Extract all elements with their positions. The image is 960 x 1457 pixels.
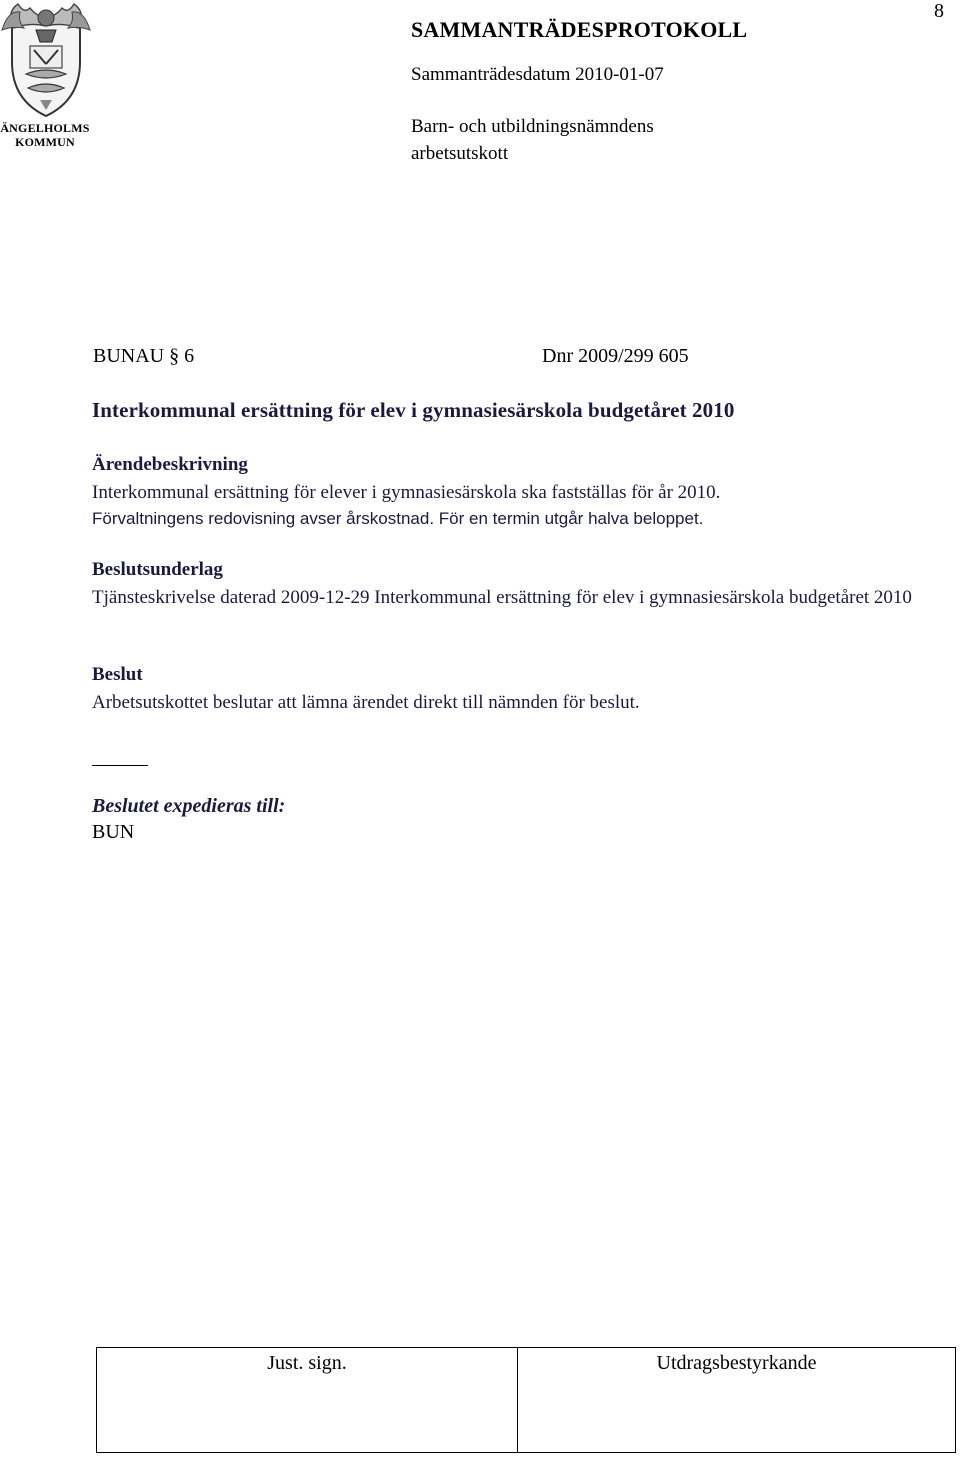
case-title: Interkommunal ersättning för elev i gymnasiesärskola budgetåret 2010	[92, 398, 735, 422]
signature-cell-just-sign	[97, 1348, 518, 1452]
committee-name-line2: arbetsutskott	[411, 143, 509, 164]
logo-text-line2: KOMMUN	[15, 135, 75, 149]
beslut-text: Arbetsutskottet beslutar att lämna ärendet direkt till nämnden för beslut.	[92, 692, 640, 713]
case-number: BUNAU § 6	[93, 345, 195, 367]
section-heading-beslutsunderlag: Beslutsunderlag	[92, 559, 223, 580]
meeting-date: Sammanträdesdatum 2010-01-07	[411, 64, 664, 85]
signature-label-utdragsbestyrkande: Utdragsbestyrkande	[656, 1352, 817, 1374]
page-number: 8	[934, 0, 944, 22]
coat-of-arms-icon	[0, 0, 92, 122]
expedition-recipient: BUN	[92, 821, 135, 843]
arendebeskrivning-line2: Förvaltningens redovisning avser årskostnad. För en termin utgår halva beloppet.	[92, 509, 704, 528]
committee-name-line1: Barn- och utbildningsnämndens	[411, 116, 654, 137]
signature-cell-utdragsbestyrkande	[518, 1348, 955, 1452]
diary-number: Dnr 2009/299 605	[542, 345, 689, 367]
logo-text	[0, 121, 90, 149]
signature-label-just-sign: Just. sign.	[267, 1352, 347, 1374]
section-heading-beslut: Beslut	[92, 664, 143, 685]
expedition-heading: Beslutet expedieras till:	[92, 795, 286, 817]
logo-text-line1: ÄNGELHOLMS	[0, 121, 90, 135]
arendebeskrivning-line1: Interkommunal ersättning för elever i gymnasiesärskola ska fastställas för år 2010.	[92, 482, 721, 503]
signature-table	[96, 1347, 956, 1453]
beslutsunderlag-text: Tjänsteskrivelse daterad 2009-12-29 Interkommunal ersättning för elev i gymnasiesärskola budgetåret 2010	[92, 587, 912, 608]
section-heading-arendebeskrivning: Ärendebeskrivning	[92, 454, 248, 475]
divider	[92, 765, 148, 766]
protocol-title: SAMMANTRÄDESPROTOKOLL	[411, 17, 748, 42]
